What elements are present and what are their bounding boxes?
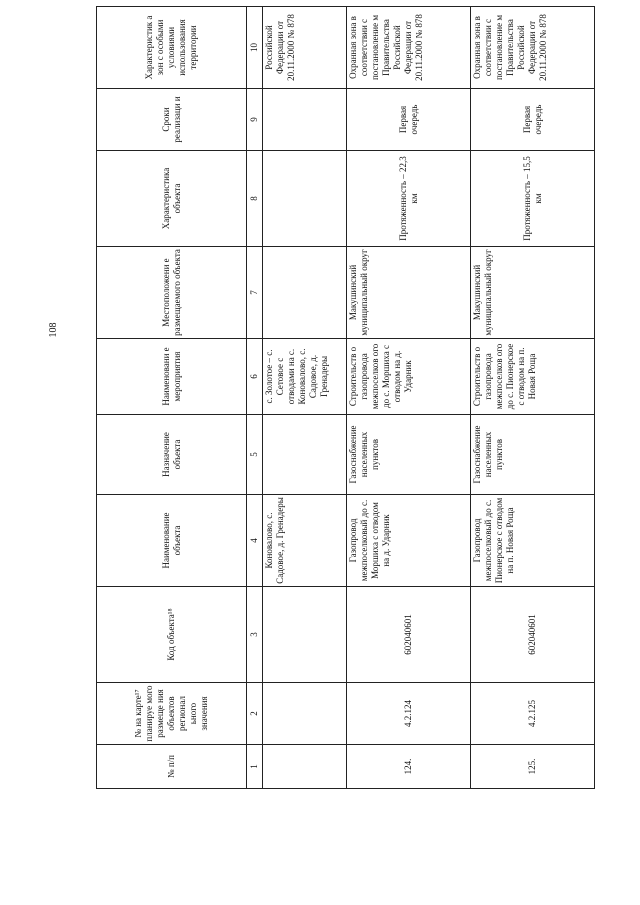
table-cell	[263, 683, 347, 745]
object-name: Газопровод межпоселковый до с. Пионерское с отводом на п. Новая Роща	[471, 495, 595, 587]
objects-table	[96, 6, 595, 789]
header-cell: Наименование объекта	[97, 495, 247, 587]
table-container	[96, 14, 548, 789]
table-cell	[263, 247, 347, 339]
table-cell	[263, 745, 347, 789]
table-cell	[263, 89, 347, 151]
zone-characteristic: Охранная зона в соответствии с постановление м Правительства Российской Федерации от 20.11.2000 № 878	[347, 7, 471, 89]
object-code: 602040601	[347, 587, 471, 683]
table-cell	[263, 415, 347, 495]
object-name: Газопровод межпоселковый до с. Моршиха с отводом на д. Ударник	[347, 495, 471, 587]
implementation-term: Первая очередь	[471, 89, 595, 151]
object-code: 602040601	[471, 587, 595, 683]
measure-name: Строительств о газопровода межпоселков ого до с. Пионерское с отводом на п. Новая Роща	[471, 339, 595, 415]
table-cell	[263, 151, 347, 247]
table-cell	[263, 587, 347, 683]
column-number: 9	[247, 89, 263, 151]
header-cell: Характеристика объекта	[97, 151, 247, 247]
row-number: 124.	[347, 745, 471, 789]
object-purpose: Газоснабжение населенных пунктов	[471, 415, 595, 495]
object-characteristic: Протяженность – 22,3 км	[347, 151, 471, 247]
object-purpose: Газоснабжение населенных пунктов	[347, 415, 471, 495]
column-number: 3	[247, 587, 263, 683]
column-number: 2	[247, 683, 263, 745]
header-cell: № на карте¹⁷ планируе мого размеще ния объектов регионал ьного значения	[97, 683, 247, 745]
table-cell: Коноваловo, с. Садовое, д. Гренадеры	[263, 495, 347, 587]
column-number: 5	[247, 415, 263, 495]
header-cell: № п/п	[97, 745, 247, 789]
column-number: 8	[247, 151, 263, 247]
table-row	[347, 7, 471, 789]
header-cell: Код объекта¹⁸	[97, 587, 247, 683]
column-number: 7	[247, 247, 263, 339]
table-cell: с. Золотое – с. Сетовое с отводами на с. Коноваловo, с. Садовое, д. Гренадеры	[263, 339, 347, 415]
header-cell: Наименовани е мероприятия	[97, 339, 247, 415]
object-location: Макушинский муниципальный округ	[471, 247, 595, 339]
row-number: 125.	[471, 745, 595, 789]
column-number: 6	[247, 339, 263, 415]
header-cell: Сроки реализаци и	[97, 89, 247, 151]
header-cell: Характеристик а зон с особыми условиями использования территории	[97, 7, 247, 89]
column-number-row	[247, 7, 263, 789]
zone-characteristic: Охранная зона в соответствии с постановление м Правительства Российской Федерации от 20.11.2000 № 878	[471, 7, 595, 89]
object-location: Макушинский муниципальный округ	[347, 247, 471, 339]
continuation-row	[263, 7, 347, 789]
page-number: 108	[48, 322, 59, 338]
map-number: 4.2.124	[347, 683, 471, 745]
object-characteristic: Протяженность – 15,5 км	[471, 151, 595, 247]
column-number: 1	[247, 745, 263, 789]
column-number: 4	[247, 495, 263, 587]
column-number: 10	[247, 7, 263, 89]
map-number: 4.2.125	[471, 683, 595, 745]
header-cell: Назначение объекта	[97, 415, 247, 495]
table-row	[471, 7, 595, 789]
header-row	[97, 7, 247, 789]
measure-name: Строительств о газопровода межпоселков ого до с. Моршиха с отводом на д. Ударник	[347, 339, 471, 415]
table-cell: Российской Федерации от 20.11.2000 № 878	[263, 7, 347, 89]
implementation-term: Первая очередь	[347, 89, 471, 151]
header-cell: Местоположени е размещаемого объекта	[97, 247, 247, 339]
